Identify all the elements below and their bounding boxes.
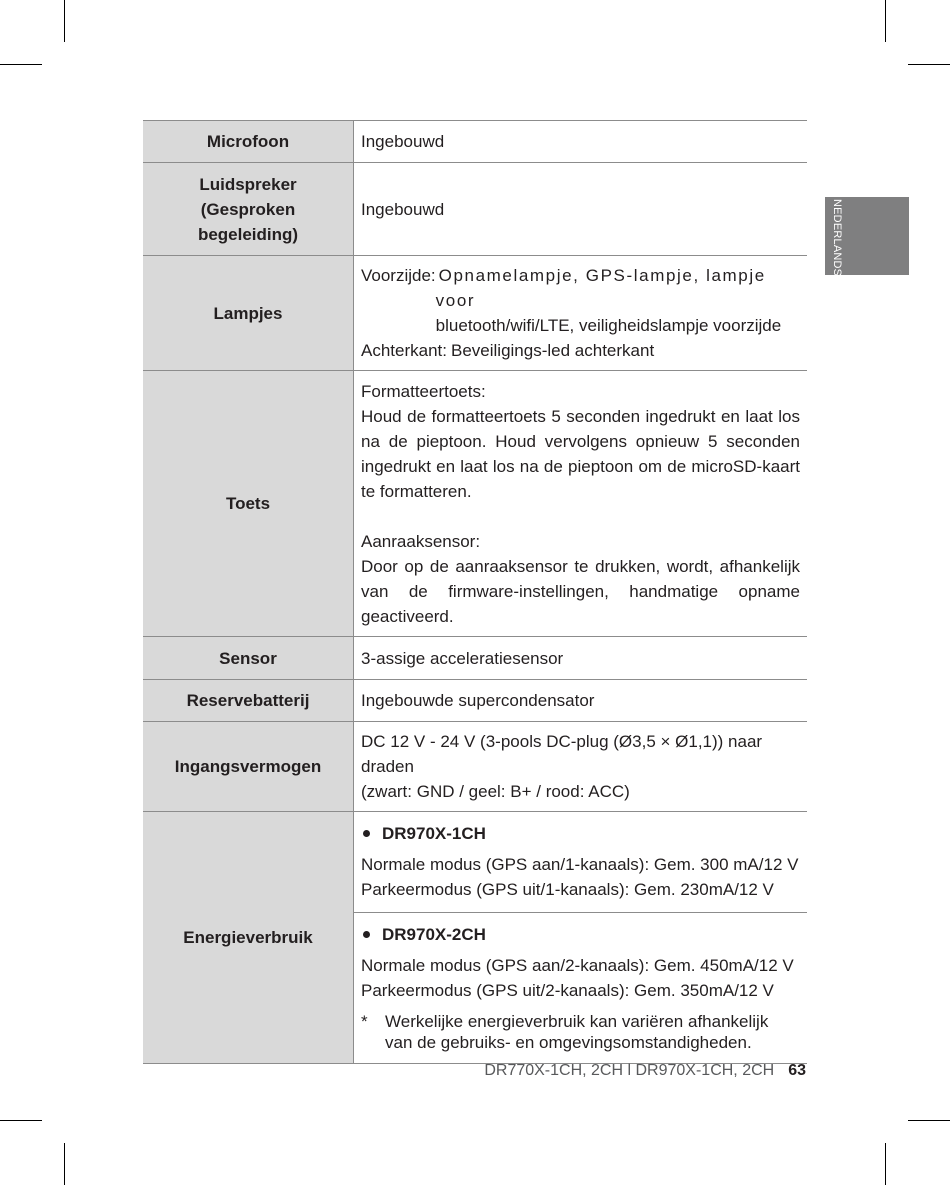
crop-mark — [0, 64, 42, 65]
page-number: 63 — [788, 1062, 806, 1079]
row-value-sensor: 3-assige acceleratiesensor — [354, 637, 808, 680]
parking-mode: Parkeermodus (GPS uit/1-kanaals): Gem. 230mA/12 V — [361, 880, 774, 899]
front-text — [436, 263, 800, 338]
row-value-energieverbruik — [354, 812, 808, 1064]
row-label-reservebatterij: Reservebatterij — [143, 680, 354, 722]
footnote — [361, 1011, 800, 1053]
crop-mark — [64, 1143, 65, 1185]
table-row — [143, 637, 807, 680]
table-row — [143, 812, 807, 1064]
table-row — [143, 722, 807, 812]
footer-models: DR770X-1CH, 2CH l DR970X-1CH, 2CH — [484, 1062, 775, 1079]
touch-title: Aanraaksensor: — [361, 531, 481, 551]
label-line: (Gesproken — [200, 199, 296, 219]
front-label: Voorzijde: — [361, 266, 436, 285]
row-label-energieverbruik: Energieverbruik — [143, 812, 354, 1064]
footnote-text: Werkelijke energieverbruik kan variëren afhankelijk van de gebruiks- en omgevingsomstandigheden. — [385, 1012, 769, 1052]
table-row — [143, 163, 807, 256]
language-tab-label: NEDERLANDS — [831, 199, 843, 277]
front-lamps — [361, 263, 800, 338]
rear-lamps — [361, 338, 800, 363]
crop-mark — [885, 1143, 886, 1185]
row-label-microfoon: Microfoon — [143, 121, 354, 163]
rear-label: Achterkant: — [361, 341, 447, 360]
front-line-1: Opnamelampje, GPS-lampje, lampje voor — [435, 266, 766, 310]
table-row — [143, 371, 807, 637]
row-label-sensor: Sensor — [143, 637, 354, 680]
format-title: Formatteertoets: — [361, 381, 486, 401]
row-value-luidspreker: Ingebouwd — [354, 163, 808, 256]
table-row — [143, 680, 807, 722]
page-footer — [484, 1062, 806, 1080]
crop-mark — [64, 0, 65, 42]
power-line-1: DC 12 V - 24 V (3-pools DC-plug (Ø3,5 × Ø1,1)) naar draden — [361, 732, 763, 776]
bullet-icon — [363, 931, 370, 938]
model-heading — [361, 821, 800, 846]
touch-text: Door op de aanraaksensor te drukken, wordt, afhankelijk van de firmware-instellingen, handmatige opname geactiveerd. — [361, 556, 800, 626]
row-value-microfoon: Ingebouwd — [354, 121, 808, 163]
parking-mode: Parkeermodus (GPS uit/2-kanaals): Gem. 350mA/12 V — [361, 981, 774, 1000]
bullet-icon — [363, 830, 370, 837]
table-row — [143, 256, 807, 371]
format-text: Houd de formatteertoets 5 seconden ingedrukt en laat los na de pieptoon. Houd vervolgens opnieuw 5 seconden ingedrukt en laat los na de pieptoon om de microSD-kaart te formatteren. — [361, 406, 800, 501]
front-line-2: bluetooth/wifi/LTE, veiligheidslampje voorzijde — [435, 316, 782, 335]
row-value-toets — [354, 371, 808, 637]
rear-text: Beveiligings-led achterkant — [451, 341, 655, 360]
row-label-toets: Toets — [143, 371, 354, 637]
model-heading — [361, 922, 800, 947]
row-label-luidspreker — [143, 163, 354, 256]
spec-table — [143, 120, 807, 1064]
row-label-ingangsvermogen: Ingangsvermogen — [143, 722, 354, 812]
label-line: begeleiding) — [197, 224, 299, 244]
row-value-lampjes — [354, 256, 808, 371]
power-line-2: (zwart: GND / geel: B+ / rood: ACC) — [361, 782, 630, 801]
normal-mode: Normale modus (GPS aan/2-kanaals): Gem. 450mA/12 V — [361, 956, 794, 975]
footnote-mark: * — [361, 1012, 368, 1031]
label-line: Luidspreker — [199, 174, 297, 194]
row-label-lampjes: Lampjes — [143, 256, 354, 371]
spacer — [361, 504, 800, 529]
model-name: DR970X-2CH — [382, 925, 486, 944]
crop-mark — [0, 1120, 42, 1121]
model-block — [354, 812, 807, 913]
model-block — [354, 913, 807, 1063]
crop-mark — [885, 0, 886, 42]
table-row — [143, 121, 807, 163]
model-name: DR970X-1CH — [382, 824, 486, 843]
crop-mark — [908, 1120, 950, 1121]
crop-mark — [908, 64, 950, 65]
row-value-ingangsvermogen — [354, 722, 808, 812]
row-value-reservebatterij: Ingebouwde supercondensator — [354, 680, 808, 722]
normal-mode: Normale modus (GPS aan/1-kanaals): Gem. 300 mA/12 V — [361, 855, 799, 874]
